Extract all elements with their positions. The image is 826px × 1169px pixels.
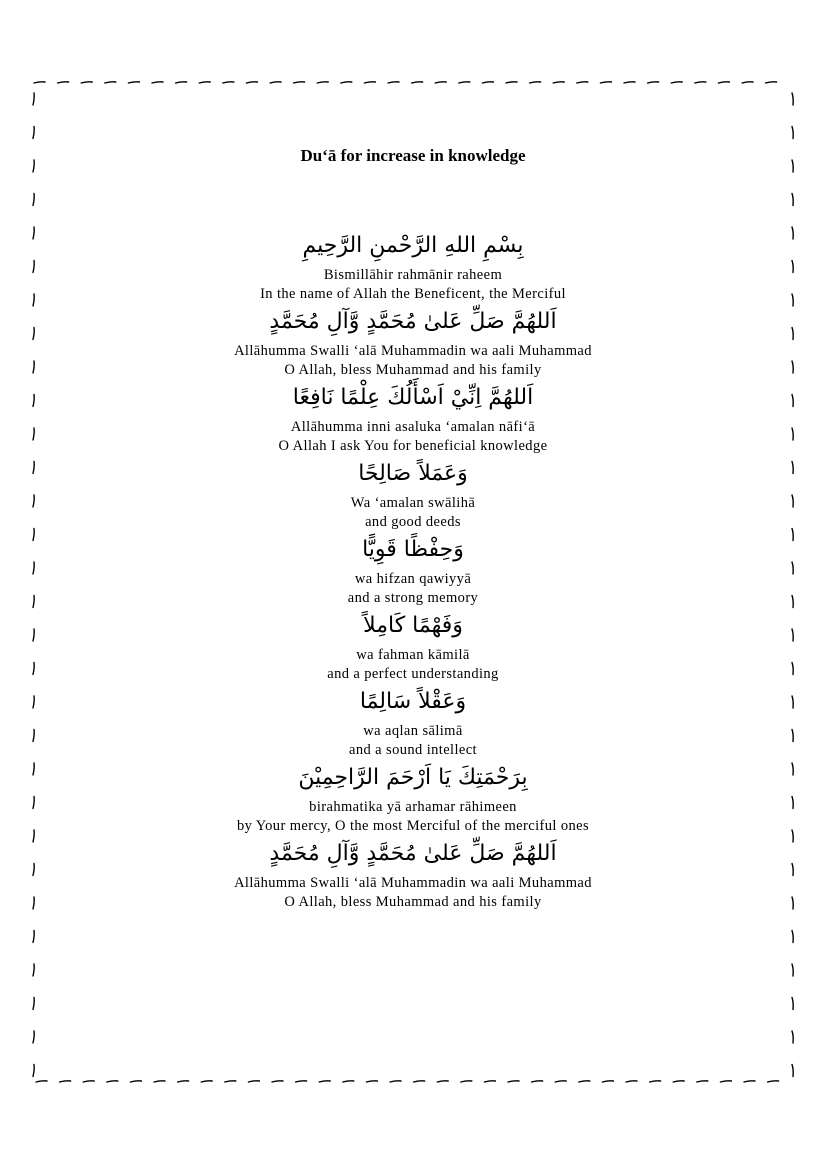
- border-dash: [744, 1081, 755, 1082]
- border-dash: [766, 82, 777, 83]
- translation-line: and a perfect understanding: [327, 666, 499, 682]
- translation-line: and good deeds: [365, 514, 461, 530]
- border-dash: [435, 82, 446, 83]
- border-dash: [792, 194, 793, 206]
- verse-4: [0, 456, 826, 532]
- border-dash: [176, 82, 187, 83]
- verse-6: [0, 608, 826, 684]
- transliteration-line: Bismillāhir rahmānir raheem: [323, 267, 503, 283]
- border-dash: [482, 82, 493, 83]
- border-dash: [577, 82, 588, 83]
- transliteration-line: Allāhumma Swalli ‘alā Muhammadin wa aali Muhammad: [234, 343, 592, 359]
- border-dash: [33, 1031, 34, 1043]
- verse-1: [0, 228, 826, 304]
- border-dash: [671, 82, 682, 83]
- border-dash: [388, 82, 399, 83]
- border-dash: [742, 82, 753, 83]
- border-dash: [58, 82, 69, 83]
- arabic-line: اَللهُمَّ صَلِّ عَلىٰ مُحَمَّدٍ وَّآلِ مُحَمَّدٍ: [269, 309, 557, 334]
- border-dash: [695, 82, 706, 83]
- border-dash: [81, 82, 92, 83]
- translation-line: and a sound intellect: [349, 742, 477, 758]
- border-dash: [484, 1081, 495, 1082]
- verse-5: [0, 532, 826, 608]
- transliteration-line: wa hifzan qawiyyā: [354, 571, 472, 587]
- border-dash: [792, 998, 793, 1010]
- border-dash: [673, 1081, 684, 1082]
- border-dash: [650, 1081, 661, 1082]
- border-dash: [33, 964, 34, 976]
- border-dash: [532, 1081, 543, 1082]
- arabic-line: بِسْمِ اللهِ الرَّحْمنِ الرَّحِيمِ: [302, 233, 524, 258]
- arabic-line: اَللهُمَّ اِنِّيْ اَسْأَلُكَ عِلْمًا نَافِعًا: [292, 385, 534, 410]
- border-dash: [792, 93, 793, 105]
- border-dash: [270, 82, 281, 83]
- border-dash: [626, 1081, 637, 1082]
- border-dash: [792, 931, 793, 943]
- transliteration-line: Allāhumma inni asaluka ‘amalan nāfi‘ā: [290, 419, 536, 435]
- border-dash: [154, 1081, 165, 1082]
- translation-line: O Allah, bless Muhammad and his family: [284, 894, 542, 910]
- border-dash: [364, 82, 375, 83]
- border-dash: [201, 1081, 212, 1082]
- border-dash: [600, 82, 611, 83]
- transliteration-line: Wa ‘amalan swālihā: [350, 495, 476, 511]
- border-dash: [33, 127, 34, 139]
- border-dash: [579, 1081, 590, 1082]
- border-dash: [33, 931, 34, 943]
- verse-7: [0, 684, 826, 760]
- border-dash: [178, 1081, 189, 1082]
- border-dash: [648, 82, 659, 83]
- border-dash: [412, 82, 423, 83]
- page-title: Du‘ā for increase in knowledge: [300, 146, 526, 165]
- translation-line: O Allah I ask You for beneficial knowledge: [278, 438, 548, 454]
- border-dash: [792, 127, 793, 139]
- arabic-line: وَفَهْمًا كَامِلاً: [363, 613, 463, 638]
- border-dash: [343, 1081, 354, 1082]
- border-dash: [720, 1081, 731, 1082]
- border-dash: [223, 82, 234, 83]
- border-dash: [83, 1081, 94, 1082]
- border-dash: [128, 82, 139, 83]
- border-dash: [319, 1081, 330, 1082]
- border-dash: [105, 82, 116, 83]
- arabic-line: وَعَمَلاً صَالِحًا: [358, 461, 468, 486]
- border-dash: [437, 1081, 448, 1082]
- border-dash: [461, 1081, 472, 1082]
- verse-2: [0, 304, 826, 380]
- dua-content: [0, 228, 826, 912]
- border-dash: [246, 82, 257, 83]
- transliteration-line: Allāhumma Swalli ‘alā Muhammadin wa aali Muhammad: [234, 875, 592, 891]
- border-dash: [33, 194, 34, 206]
- translation-line: O Allah, bless Muhammad and his family: [284, 362, 542, 378]
- transliteration-line: wa fahman kāmilā: [356, 647, 470, 663]
- arabic-line: بِرَحْمَتِكَ يَا اَرْحَمَ الرَّاحِمِيْنَ: [298, 765, 528, 790]
- border-dash: [296, 1081, 307, 1082]
- border-dash: [248, 1081, 259, 1082]
- border-dash: [624, 82, 635, 83]
- translation-line: by Your mercy, O the most Merciful of the merciful ones: [236, 818, 590, 834]
- border-dash: [390, 1081, 401, 1082]
- transliteration-line: birahmatika yā arhamar rāhimeen: [309, 799, 517, 815]
- transliteration-line: wa aqlan sālimā: [363, 723, 463, 739]
- border-dash: [294, 82, 305, 83]
- border-dash: [697, 1081, 708, 1082]
- arabic-line: وَحِفْظًا قَوِيًّا: [362, 537, 464, 562]
- border-dash: [33, 998, 34, 1010]
- border-dash: [555, 1081, 566, 1082]
- border-dash: [718, 82, 729, 83]
- border-dash: [60, 1081, 71, 1082]
- border-dash: [602, 1081, 613, 1082]
- border-dash: [225, 1081, 236, 1082]
- border-dash: [508, 1081, 519, 1082]
- border-dash: [199, 82, 210, 83]
- verse-3: [0, 380, 826, 456]
- verse-9: [0, 836, 826, 912]
- border-dash: [34, 82, 45, 83]
- border-dash: [33, 1065, 34, 1077]
- arabic-line: وَعَقْلاً سَالِمًا: [359, 689, 467, 714]
- border-dash: [459, 82, 470, 83]
- border-dash: [506, 82, 517, 83]
- translation-line: In the name of Allah the Beneficent, the Merciful: [260, 286, 566, 302]
- border-dash: [792, 1065, 793, 1077]
- arabic-line: اَللهُمَّ صَلِّ عَلىٰ مُحَمَّدٍ وَّآلِ مُحَمَّدٍ: [269, 841, 557, 866]
- border-dash: [272, 1081, 283, 1082]
- border-dash: [341, 82, 352, 83]
- border-dash: [792, 964, 793, 976]
- border-dash: [792, 1031, 793, 1043]
- border-dash: [33, 93, 34, 105]
- border-dash: [530, 82, 541, 83]
- border-dash: [414, 1081, 425, 1082]
- border-dash: [107, 1081, 118, 1082]
- border-dash: [768, 1081, 779, 1082]
- border-dash: [317, 82, 328, 83]
- border-dash: [366, 1081, 377, 1082]
- border-dash: [130, 1081, 141, 1082]
- border-dash: [36, 1081, 47, 1082]
- translation-line: and a strong memory: [347, 590, 479, 606]
- border-dash: [553, 82, 564, 83]
- verse-8: [0, 760, 826, 836]
- border-dash: [152, 82, 163, 83]
